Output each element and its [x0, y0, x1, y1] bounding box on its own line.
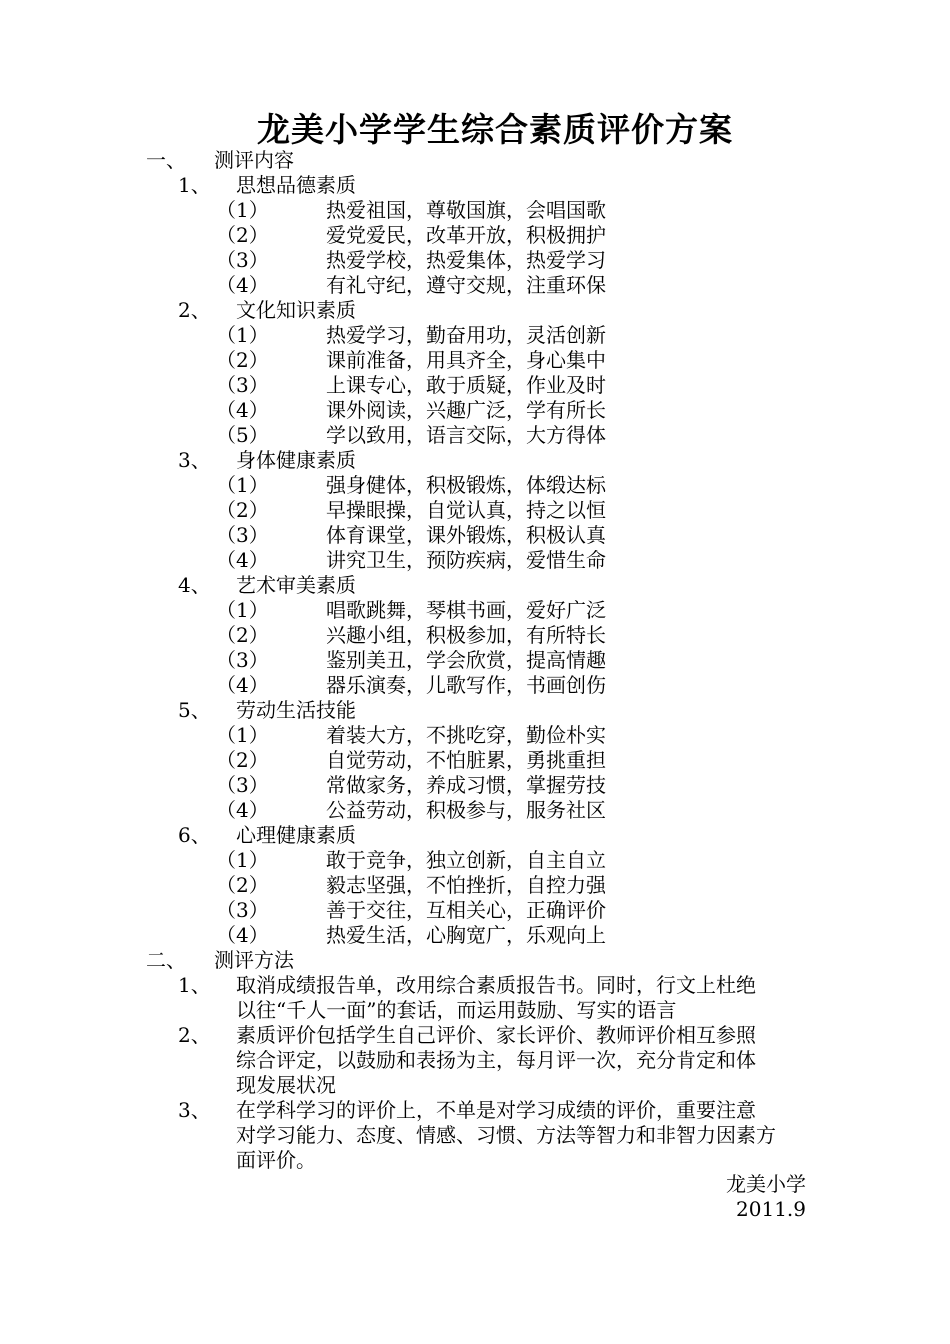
item-text: 公益劳动，积极参与，服务社区 [326, 798, 606, 822]
method-text-line: 在学科学习的评价上，不单是对学习成绩的评价，重要注意 [236, 1098, 756, 1122]
item-number: （1） [216, 848, 269, 872]
category-number: 2、 [178, 298, 211, 322]
item-number: （3） [216, 248, 269, 272]
item-number: （4） [216, 798, 269, 822]
item-number: （3） [216, 373, 269, 397]
method-number: 3、 [178, 1098, 211, 1122]
item-text: 着装大方，不挑吃穿，勤俭朴实 [326, 723, 606, 747]
item-number: （1） [216, 198, 269, 222]
item-text: 体育课堂，课外锻炼，积极认真 [326, 523, 606, 547]
item-number: （4） [216, 673, 269, 697]
item-number: （4） [216, 548, 269, 572]
item-text: 器乐演奏，儿歌写作，书画创伤 [326, 673, 606, 697]
item-text: 敢于竞争，独立创新，自主自立 [326, 848, 606, 872]
method-text-line: 取消成绩报告单，改用综合素质报告书。同时，行文上杜绝 [236, 973, 756, 997]
signature-date: 2011.9 [736, 1197, 806, 1221]
item-text: 上课专心，敢于质疑，作业及时 [326, 373, 606, 397]
item-text: 鉴别美丑，学会欣赏，提高情趣 [326, 648, 606, 672]
category-number: 6、 [178, 823, 211, 847]
method-text-line: 综合评定，以鼓励和表扬为主，每月评一次，充分肯定和体 [236, 1048, 756, 1072]
item-text: 爱党爱民，改革开放，积极拥护 [326, 223, 606, 247]
category-number: 5、 [178, 698, 211, 722]
item-number: （3） [216, 773, 269, 797]
section-number: 一、 [146, 148, 186, 172]
item-text: 唱歌跳舞，琴棋书画，爱好广泛 [326, 598, 606, 622]
item-number: （2） [216, 348, 269, 372]
item-number: （1） [216, 598, 269, 622]
item-text: 热爱学习，勤奋用功，灵活创新 [326, 323, 606, 347]
item-number: （5） [216, 423, 269, 447]
category-label: 思想品德素质 [236, 173, 356, 197]
item-text: 热爱学校，热爱集体，热爱学习 [326, 248, 606, 272]
method-text-line: 素质评价包括学生自己评价、家长评价、教师评价相互参照 [236, 1023, 756, 1047]
item-number: （2） [216, 873, 269, 897]
document-title: 龙美小学学生综合素质评价方案 [257, 110, 733, 149]
item-number: （4） [216, 923, 269, 947]
item-number: （2） [216, 223, 269, 247]
item-number: （2） [216, 623, 269, 647]
item-text: 兴趣小组，积极参加，有所特长 [326, 623, 606, 647]
item-text: 早操眼操，自觉认真，持之以恒 [326, 498, 606, 522]
section-label: 测评方法 [214, 948, 294, 972]
category-label: 艺术审美素质 [236, 573, 356, 597]
item-number: （1） [216, 473, 269, 497]
item-text: 毅志坚强，不怕挫折，自控力强 [326, 873, 606, 897]
item-text: 课外阅读，兴趣广泛，学有所长 [326, 398, 606, 422]
item-number: （3） [216, 648, 269, 672]
method-text-line: 以往“千人一面”的套话，而运用鼓励、写实的语言 [236, 998, 677, 1022]
method-text-line: 现发展状况 [236, 1073, 336, 1097]
category-label: 身体健康素质 [236, 448, 356, 472]
item-text: 常做家务，养成习惯，掌握劳技 [326, 773, 606, 797]
item-text: 自觉劳动，不怕脏累，勇挑重担 [326, 748, 606, 772]
item-text: 学以致用，语言交际，大方得体 [326, 423, 606, 447]
signature-school: 龙美小学 [726, 1172, 806, 1196]
item-number: （2） [216, 748, 269, 772]
category-number: 1、 [178, 173, 211, 197]
category-label: 文化知识素质 [236, 298, 356, 322]
item-number: （3） [216, 898, 269, 922]
section-label: 测评内容 [214, 148, 294, 172]
item-text: 善于交往，互相关心，正确评价 [326, 898, 606, 922]
item-number: （1） [216, 723, 269, 747]
category-label: 劳动生活技能 [236, 698, 356, 722]
item-number: （1） [216, 323, 269, 347]
method-text-line: 对学习能力、态度、情感、习惯、方法等智力和非智力因素方 [236, 1123, 776, 1147]
method-number: 1、 [178, 973, 211, 997]
item-number: （4） [216, 398, 269, 422]
section-number: 二、 [146, 948, 186, 972]
item-text: 热爱祖国，尊敬国旗，会唱国歌 [326, 198, 606, 222]
item-number: （3） [216, 523, 269, 547]
method-number: 2、 [178, 1023, 211, 1047]
item-text: 讲究卫生，预防疾病，爱惜生命 [326, 548, 606, 572]
item-text: 课前准备，用具齐全，身心集中 [326, 348, 606, 372]
item-text: 热爱生活，心胸宽广，乐观向上 [326, 923, 606, 947]
category-number: 3、 [178, 448, 211, 472]
item-text: 有礼守纪，遵守交规，注重环保 [326, 273, 606, 297]
category-label: 心理健康素质 [236, 823, 356, 847]
method-text-line: 面评价。 [236, 1148, 316, 1172]
item-number: （4） [216, 273, 269, 297]
item-number: （2） [216, 498, 269, 522]
category-number: 4、 [178, 573, 211, 597]
item-text: 强身健体，积极锻炼，体缎达标 [326, 473, 606, 497]
